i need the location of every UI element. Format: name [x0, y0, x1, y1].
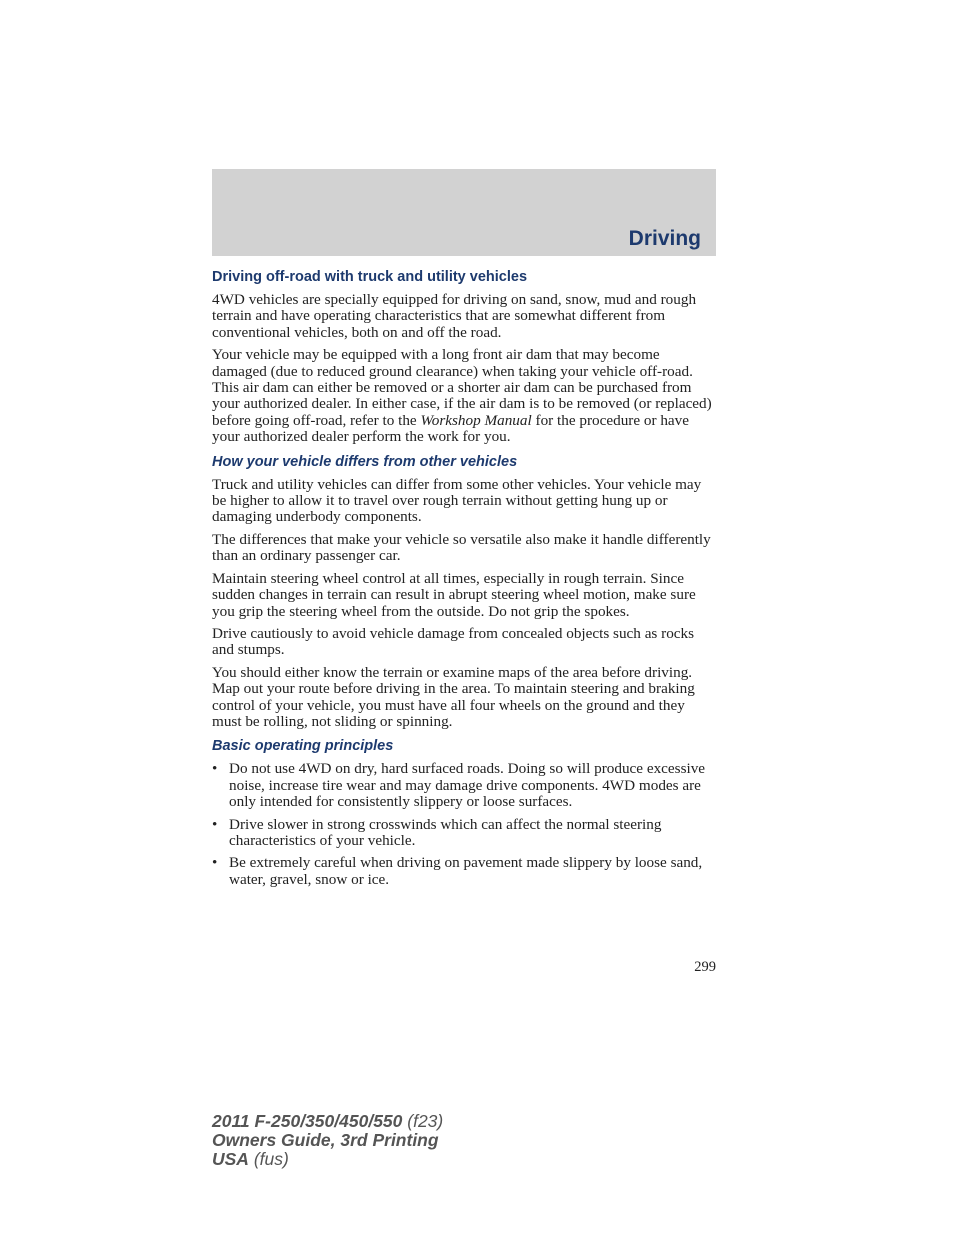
- paragraph: 4WD vehicles are specially equipped for driving on sand, snow, mud and rough terrain and have operating characteristics that are somewhat different from conventional vehicles, both on and off the road.: [212, 291, 697, 341]
- page-number: 299: [694, 959, 716, 975]
- paragraph-text: for the procedure or have your authorized dealer perform the work for you.: [212, 411, 689, 446]
- paragraph-text: Your vehicle may be equipped with a long front air dam that may become damaged (due to reduced ground clearance) when taking your vehicle off-road. This air dam can either be removed or a shorter air dam can be purchased from your authorized dealer. In either case, if the air dam is to be removed (or replaced) before going off-road, refer to the: [212, 346, 712, 429]
- paragraph: Maintain steering wheel control at all times, especially in rough terrain. Since sudden changes in terrain can result in abrupt steering wheel motion, make sure you grip the steering wheel from the outside. Do not grip the spokes.: [212, 569, 696, 620]
- bullet-icon: •: [212, 854, 218, 872]
- bullet-icon: •: [212, 760, 218, 778]
- footer-line-printing: Owners Guide, 3rd Printing: [212, 1130, 439, 1150]
- paragraph: Drive cautiously to avoid vehicle damage from concealed objects such as rocks and stumps.: [212, 624, 695, 659]
- workshop-manual-reference: Workshop Manual: [420, 411, 532, 429]
- footer-market: USA: [212, 1149, 249, 1169]
- paragraph: The differences that make your vehicle so versatile also make it handle differently than an ordinary passenger car.: [212, 530, 711, 565]
- section-heading-differences: How your vehicle differs from other vehicles: [212, 453, 518, 470]
- chapter-title: Driving: [628, 227, 701, 250]
- footer-line-model: [212, 1112, 443, 1131]
- footer-model-code: (f23): [402, 1111, 444, 1131]
- section-heading-off-road: Driving off-road with truck and utility vehicles: [212, 269, 528, 285]
- principles-list: [212, 761, 718, 888]
- paragraph: Truck and utility vehicles can differ from some other vehicles. Your vehicle may be higher to allow it to travel over rough terrain without getting hung up or damaging underbody components.: [212, 475, 702, 526]
- bullet-icon: •: [212, 815, 218, 833]
- list-item: [212, 855, 718, 888]
- paragraph: You should either know the terrain or examine maps of the area before driving. Map out your route before driving in the area. To maintain steering and braking control of your vehicle, you must have all four wheels on the ground and they must be rolling, not sliding or spinning.: [212, 663, 695, 730]
- chapter-header: [212, 169, 716, 256]
- document-footer: [212, 1112, 443, 1169]
- footer-model: 2011 F-250/350/450/550: [212, 1111, 403, 1131]
- paragraph-air-dam: [212, 347, 718, 445]
- list-item-text: Drive slower in strong crosswinds which can affect the normal steering characteristics of your vehicle.: [229, 815, 662, 849]
- section-heading-principles: Basic operating principles: [212, 738, 394, 755]
- list-item-text: Be extremely careful when driving on pavement made slippery by loose sand, water, gravel, snow or ice.: [229, 854, 703, 888]
- list-item-text: Do not use 4WD on dry, hard surfaced roads. Doing so will produce excessive noise, increase tire wear and may damage drive components. 4WD modes are only intended for consistently slippery or loose surfaces.: [229, 760, 706, 811]
- page-content: [212, 267, 718, 894]
- footer-line-market: [212, 1150, 443, 1169]
- list-item: [212, 761, 718, 810]
- list-item: [212, 817, 718, 850]
- footer-market-code: (fus): [248, 1149, 289, 1169]
